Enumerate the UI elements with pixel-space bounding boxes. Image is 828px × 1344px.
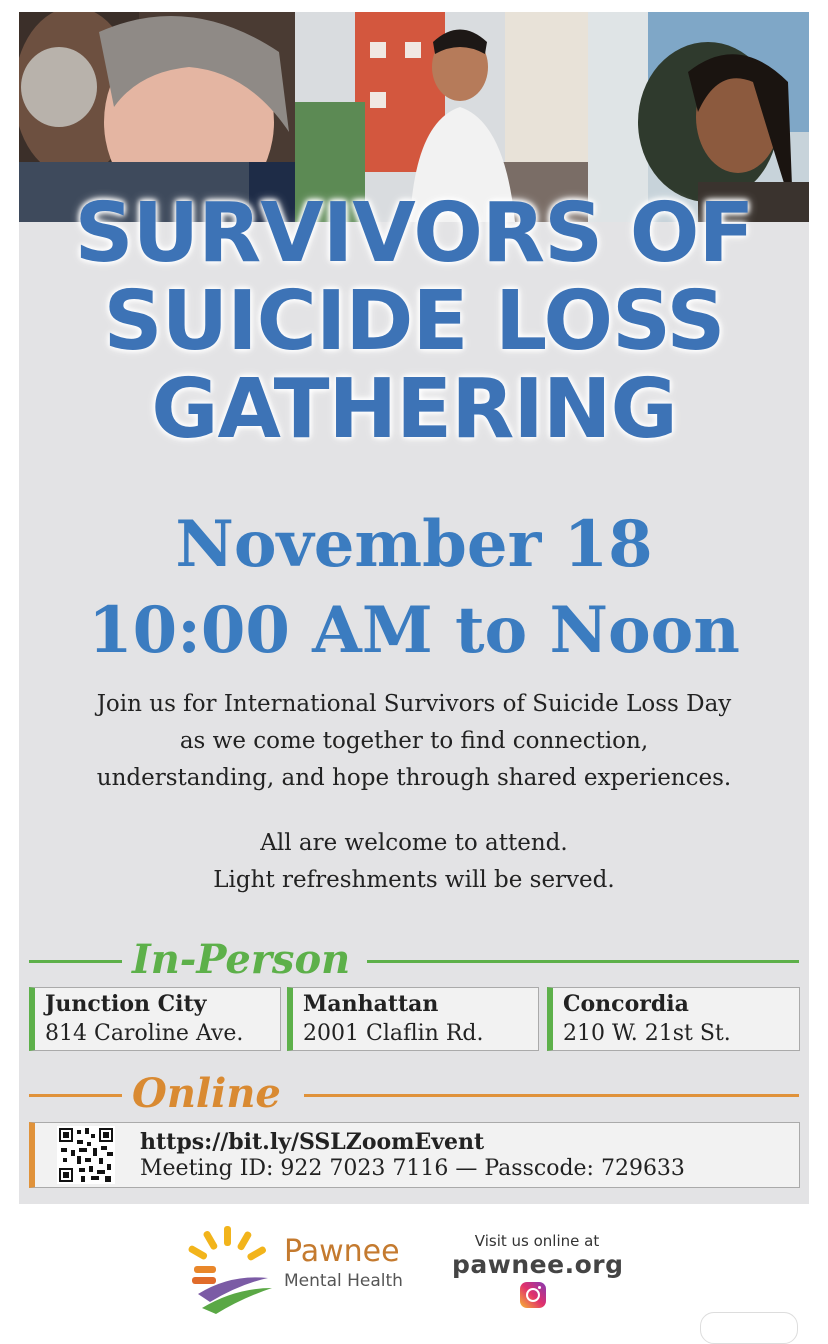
in-person-heading — [29, 936, 799, 983]
intro-line-2: as we come together to find connection, — [179, 728, 649, 754]
location-concordia — [547, 987, 800, 1051]
location-city: Junction City — [45, 991, 207, 1017]
divider-left — [29, 960, 122, 963]
intro-line-3: understanding, and hope through shared experiences. — [96, 765, 732, 791]
online-title: Online — [132, 1070, 281, 1117]
event-flyer — [19, 12, 809, 1204]
visit-label: Visit us online at — [474, 1232, 600, 1250]
online-details — [29, 1122, 800, 1188]
footer — [0, 1204, 828, 1327]
welcome-line-1: All are welcome to attend. — [260, 830, 568, 856]
pawnee-logo-icon[interactable] — [180, 1222, 275, 1317]
welcome-line-2: Light refreshments will be served. — [213, 867, 615, 893]
title-line-1: SURVIVORS OF — [74, 186, 754, 281]
location-address: 210 W. 21st St. — [563, 1021, 731, 1046]
divider-right — [304, 1094, 799, 1097]
title-line-3: GATHERING — [151, 362, 677, 457]
event-date: November 18 — [175, 507, 653, 582]
event-title — [19, 186, 809, 457]
divider-left — [29, 1094, 122, 1097]
location-manhattan — [287, 987, 539, 1051]
floating-control[interactable] — [700, 1312, 798, 1344]
title-line-2: SUICIDE LOSS — [103, 274, 725, 369]
website-link[interactable]: pawnee.org — [452, 1250, 624, 1279]
meeting-credentials: Meeting ID: 922 7023 7116 — Passcode: 729633 — [140, 1156, 685, 1181]
location-city: Manhattan — [303, 991, 439, 1017]
zoom-link[interactable]: https://bit.ly/SSLZoomEvent — [140, 1129, 485, 1155]
event-description — [19, 686, 809, 797]
instagram-icon[interactable] — [520, 1282, 546, 1308]
intro-line-1: Join us for International Survivors of Suicide Loss Day — [96, 691, 732, 717]
location-address: 2001 Claflin Rd. — [303, 1021, 484, 1046]
location-city: Concordia — [563, 991, 689, 1017]
org-subtitle: Mental Health — [284, 1271, 403, 1291]
org-name: Pawnee — [284, 1234, 400, 1269]
divider-right — [367, 960, 799, 963]
qr-code-icon[interactable] — [57, 1126, 115, 1184]
location-junction-city — [29, 987, 281, 1051]
event-time: 10:00 AM to Noon — [88, 593, 740, 668]
event-datetime — [19, 502, 809, 674]
in-person-title: In-Person — [132, 936, 351, 983]
online-heading — [29, 1070, 799, 1117]
welcome-note — [19, 825, 809, 899]
location-address: 814 Caroline Ave. — [45, 1021, 244, 1046]
